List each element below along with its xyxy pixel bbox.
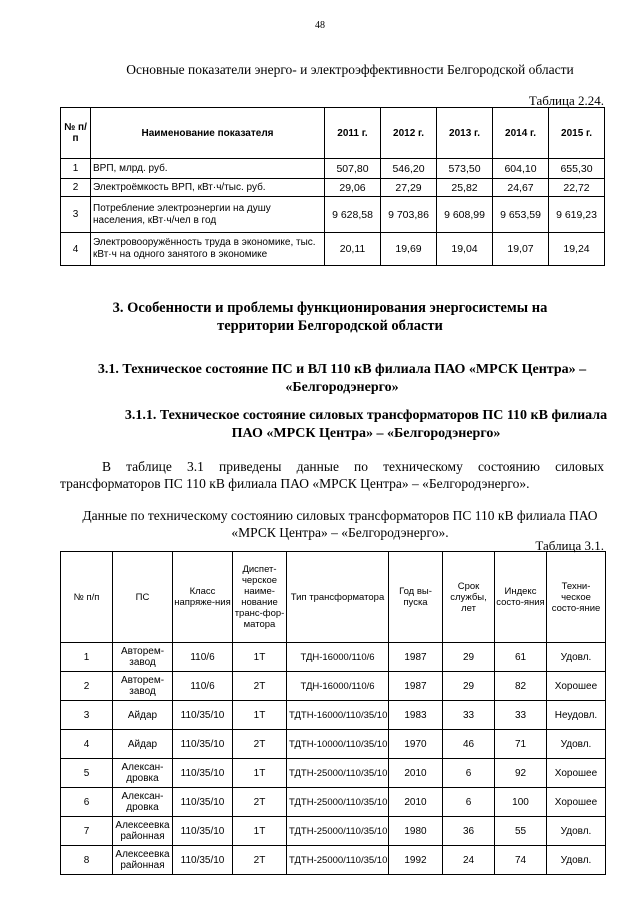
table-cell: ТДТН-25000/110/35/10 [287, 788, 389, 817]
table-row [61, 788, 606, 817]
column-header: Тип трансформатора [287, 552, 389, 643]
table-cell: 4 [61, 233, 91, 266]
table-cell: Айдар [113, 701, 173, 730]
table-cell: ТДТН-25000/110/35/10 [287, 846, 389, 875]
table-cell: Алексеевка районная [113, 817, 173, 846]
table-cell: Айдар [113, 730, 173, 759]
table-cell: 1 [61, 159, 91, 179]
table-cell: 1980 [389, 817, 443, 846]
table-cell: Авторем-завод [113, 672, 173, 701]
table-cell: 71 [495, 730, 547, 759]
table-cell: 3 [61, 197, 91, 233]
column-header: Техни-ческое состо-яние [547, 552, 606, 643]
table-cell: 29 [443, 643, 495, 672]
table-row [61, 197, 605, 233]
column-header: № п/п [61, 108, 91, 159]
table-cell: Электроёмкость ВРП, кВт·ч/тыс. руб. [91, 179, 325, 197]
table-cell: 19,04 [437, 233, 493, 266]
table-row [61, 672, 606, 701]
column-header: Срок службы, лет [443, 552, 495, 643]
column-header: Индекс состо-яния [495, 552, 547, 643]
table-cell: Алексеевка районная [113, 846, 173, 875]
table-cell: ТДН-16000/110/6 [287, 643, 389, 672]
table-cell: 74 [495, 846, 547, 875]
column-header: ПС [113, 552, 173, 643]
table-3-1-caption: Данные по техническому состоянию силовых трансформаторов ПС 110 кВ филиала ПАО «МРСК Центра» – «Белгородэнерго». [82, 508, 598, 540]
table-cell: Удовл. [547, 846, 606, 875]
table-row [61, 759, 606, 788]
table-2-24-caption: Основные показатели энерго- и электроэффективности Белгородской области [126, 62, 574, 77]
table-cell: 1983 [389, 701, 443, 730]
column-header: 2013 г. [437, 108, 493, 159]
table-cell: 1970 [389, 730, 443, 759]
table-cell: 33 [443, 701, 495, 730]
table-cell: 1992 [389, 846, 443, 875]
table-cell: 25,82 [437, 179, 493, 197]
table-cell: 1Т [233, 759, 287, 788]
table-cell: ТДТН-25000/110/35/10 [287, 817, 389, 846]
table-row [61, 233, 605, 266]
section-3-1-title: 3.1. Техническое состояние ПС и ВЛ 110 кВ филиала ПАО «МРСК Центра» – «Белгородэнерго» [97, 362, 587, 395]
table-cell: 1Т [233, 701, 287, 730]
table-cell: Алексан-дровка [113, 759, 173, 788]
table-cell: 546,20 [381, 159, 437, 179]
table-cell: 29,06 [325, 179, 381, 197]
column-header: Год вы-пуска [389, 552, 443, 643]
table-cell: 9 619,23 [549, 197, 605, 233]
table-cell: ТДТН-16000/110/35/10 [287, 701, 389, 730]
column-header: Класс напряже-ния [173, 552, 233, 643]
table-cell: 24 [443, 846, 495, 875]
table-cell: 2010 [389, 759, 443, 788]
table-cell: 19,24 [549, 233, 605, 266]
table-header-row [61, 552, 606, 643]
table-cell: 507,80 [325, 159, 381, 179]
table-cell: 110/35/10 [173, 730, 233, 759]
table-row [61, 643, 606, 672]
column-header: 2011 г. [325, 108, 381, 159]
table-2-24 [60, 107, 605, 266]
table-row [61, 730, 606, 759]
table-cell: 9 608,99 [437, 197, 493, 233]
table-cell: 61 [495, 643, 547, 672]
column-header: Наименование показателя [91, 108, 325, 159]
table-cell: Неудовл. [547, 701, 606, 730]
table-cell: 2010 [389, 788, 443, 817]
table-cell: 3 [61, 701, 113, 730]
table-cell: 7 [61, 817, 113, 846]
column-header: Диспет-черское наиме-нование транс-фор-матора [233, 552, 287, 643]
table-cell: 6 [443, 788, 495, 817]
table-cell: 110/35/10 [173, 759, 233, 788]
table-cell: Хорошее [547, 788, 606, 817]
table-cell: 110/35/10 [173, 788, 233, 817]
table-cell: Удовл. [547, 817, 606, 846]
table-3-1-label: Таблица 3.1. [535, 538, 604, 553]
column-header: 2014 г. [493, 108, 549, 159]
table-cell: ТДТН-25000/110/35/10 [287, 759, 389, 788]
table-cell: 6 [61, 788, 113, 817]
table-cell: 110/6 [173, 643, 233, 672]
table-cell: 573,50 [437, 159, 493, 179]
table-cell: 2Т [233, 730, 287, 759]
table-row [61, 179, 605, 197]
section-3-title: 3. Особенности и проблемы функционирования энергосистемы на территории Белгородской области [112, 300, 548, 334]
table-cell: 27,29 [381, 179, 437, 197]
table-cell: Потребление электроэнергии на душу населения, кВт·ч/чел в год [91, 197, 325, 233]
table-cell: 2 [61, 179, 91, 197]
table-cell: 100 [495, 788, 547, 817]
table-cell: 9 653,59 [493, 197, 549, 233]
table-cell: 110/6 [173, 672, 233, 701]
table-cell: Электровооружённость труда в экономике, тыс. кВт·ч на одного занятого в экономике [91, 233, 325, 266]
table-cell: 8 [61, 846, 113, 875]
table-cell: 1Т [233, 643, 287, 672]
table-cell: 5 [61, 759, 113, 788]
table-cell: 1987 [389, 643, 443, 672]
table-header-row [61, 108, 605, 159]
table-cell: Хорошее [547, 759, 606, 788]
table-cell: Удовл. [547, 643, 606, 672]
table-cell: Авторем-завод [113, 643, 173, 672]
column-header: 2012 г. [381, 108, 437, 159]
table-cell: 82 [495, 672, 547, 701]
table-2-24-label: Таблица 2.24. [528, 93, 604, 108]
table-cell: 604,10 [493, 159, 549, 179]
table-cell: Хорошее [547, 672, 606, 701]
table-cell: 20,11 [325, 233, 381, 266]
table-cell: 2Т [233, 788, 287, 817]
body-paragraph: В таблице 3.1 приведены данные по техническому состоянию силовых трансформаторов ПС 110 кВ филиала ПАО «МРСК Центра» – «Белгородэнерго». [60, 459, 604, 491]
table-cell: 36 [443, 817, 495, 846]
table-cell: 1987 [389, 672, 443, 701]
table-cell: 2Т [233, 672, 287, 701]
table-cell: 2 [61, 672, 113, 701]
table-cell: 55 [495, 817, 547, 846]
table-cell: Удовл. [547, 730, 606, 759]
table-cell: 110/35/10 [173, 817, 233, 846]
section-3-1-1-title: 3.1.1. Техническое состояние силовых трансформаторов ПС 110 кВ филиала ПАО «МРСК Центра» – «Белгородэнерго» [124, 408, 608, 441]
table-cell: 33 [495, 701, 547, 730]
page-number: 48 [315, 20, 325, 31]
table-cell: 24,67 [493, 179, 549, 197]
table-3-1 [60, 551, 606, 875]
table-cell: 19,07 [493, 233, 549, 266]
table-row [61, 159, 605, 179]
table-cell: ВРП, млрд. руб. [91, 159, 325, 179]
table-cell: 19,69 [381, 233, 437, 266]
table-row [61, 701, 606, 730]
table-cell: Алексан-дровка [113, 788, 173, 817]
table-cell: 9 628,58 [325, 197, 381, 233]
table-cell: 46 [443, 730, 495, 759]
table-row [61, 817, 606, 846]
table-cell: 110/35/10 [173, 846, 233, 875]
table-cell: 655,30 [549, 159, 605, 179]
table-cell: ТДН-16000/110/6 [287, 672, 389, 701]
table-cell: 29 [443, 672, 495, 701]
table-cell: 1 [61, 643, 113, 672]
column-header: 2015 г. [549, 108, 605, 159]
table-cell: 2Т [233, 846, 287, 875]
table-cell: 22,72 [549, 179, 605, 197]
table-cell: ТДТН-10000/110/35/10 [287, 730, 389, 759]
table-cell: 6 [443, 759, 495, 788]
table-cell: 4 [61, 730, 113, 759]
table-cell: 1Т [233, 817, 287, 846]
table-cell: 110/35/10 [173, 701, 233, 730]
table-cell: 92 [495, 759, 547, 788]
table-cell: 9 703,86 [381, 197, 437, 233]
column-header: № п/п [61, 552, 113, 643]
table-row [61, 846, 606, 875]
